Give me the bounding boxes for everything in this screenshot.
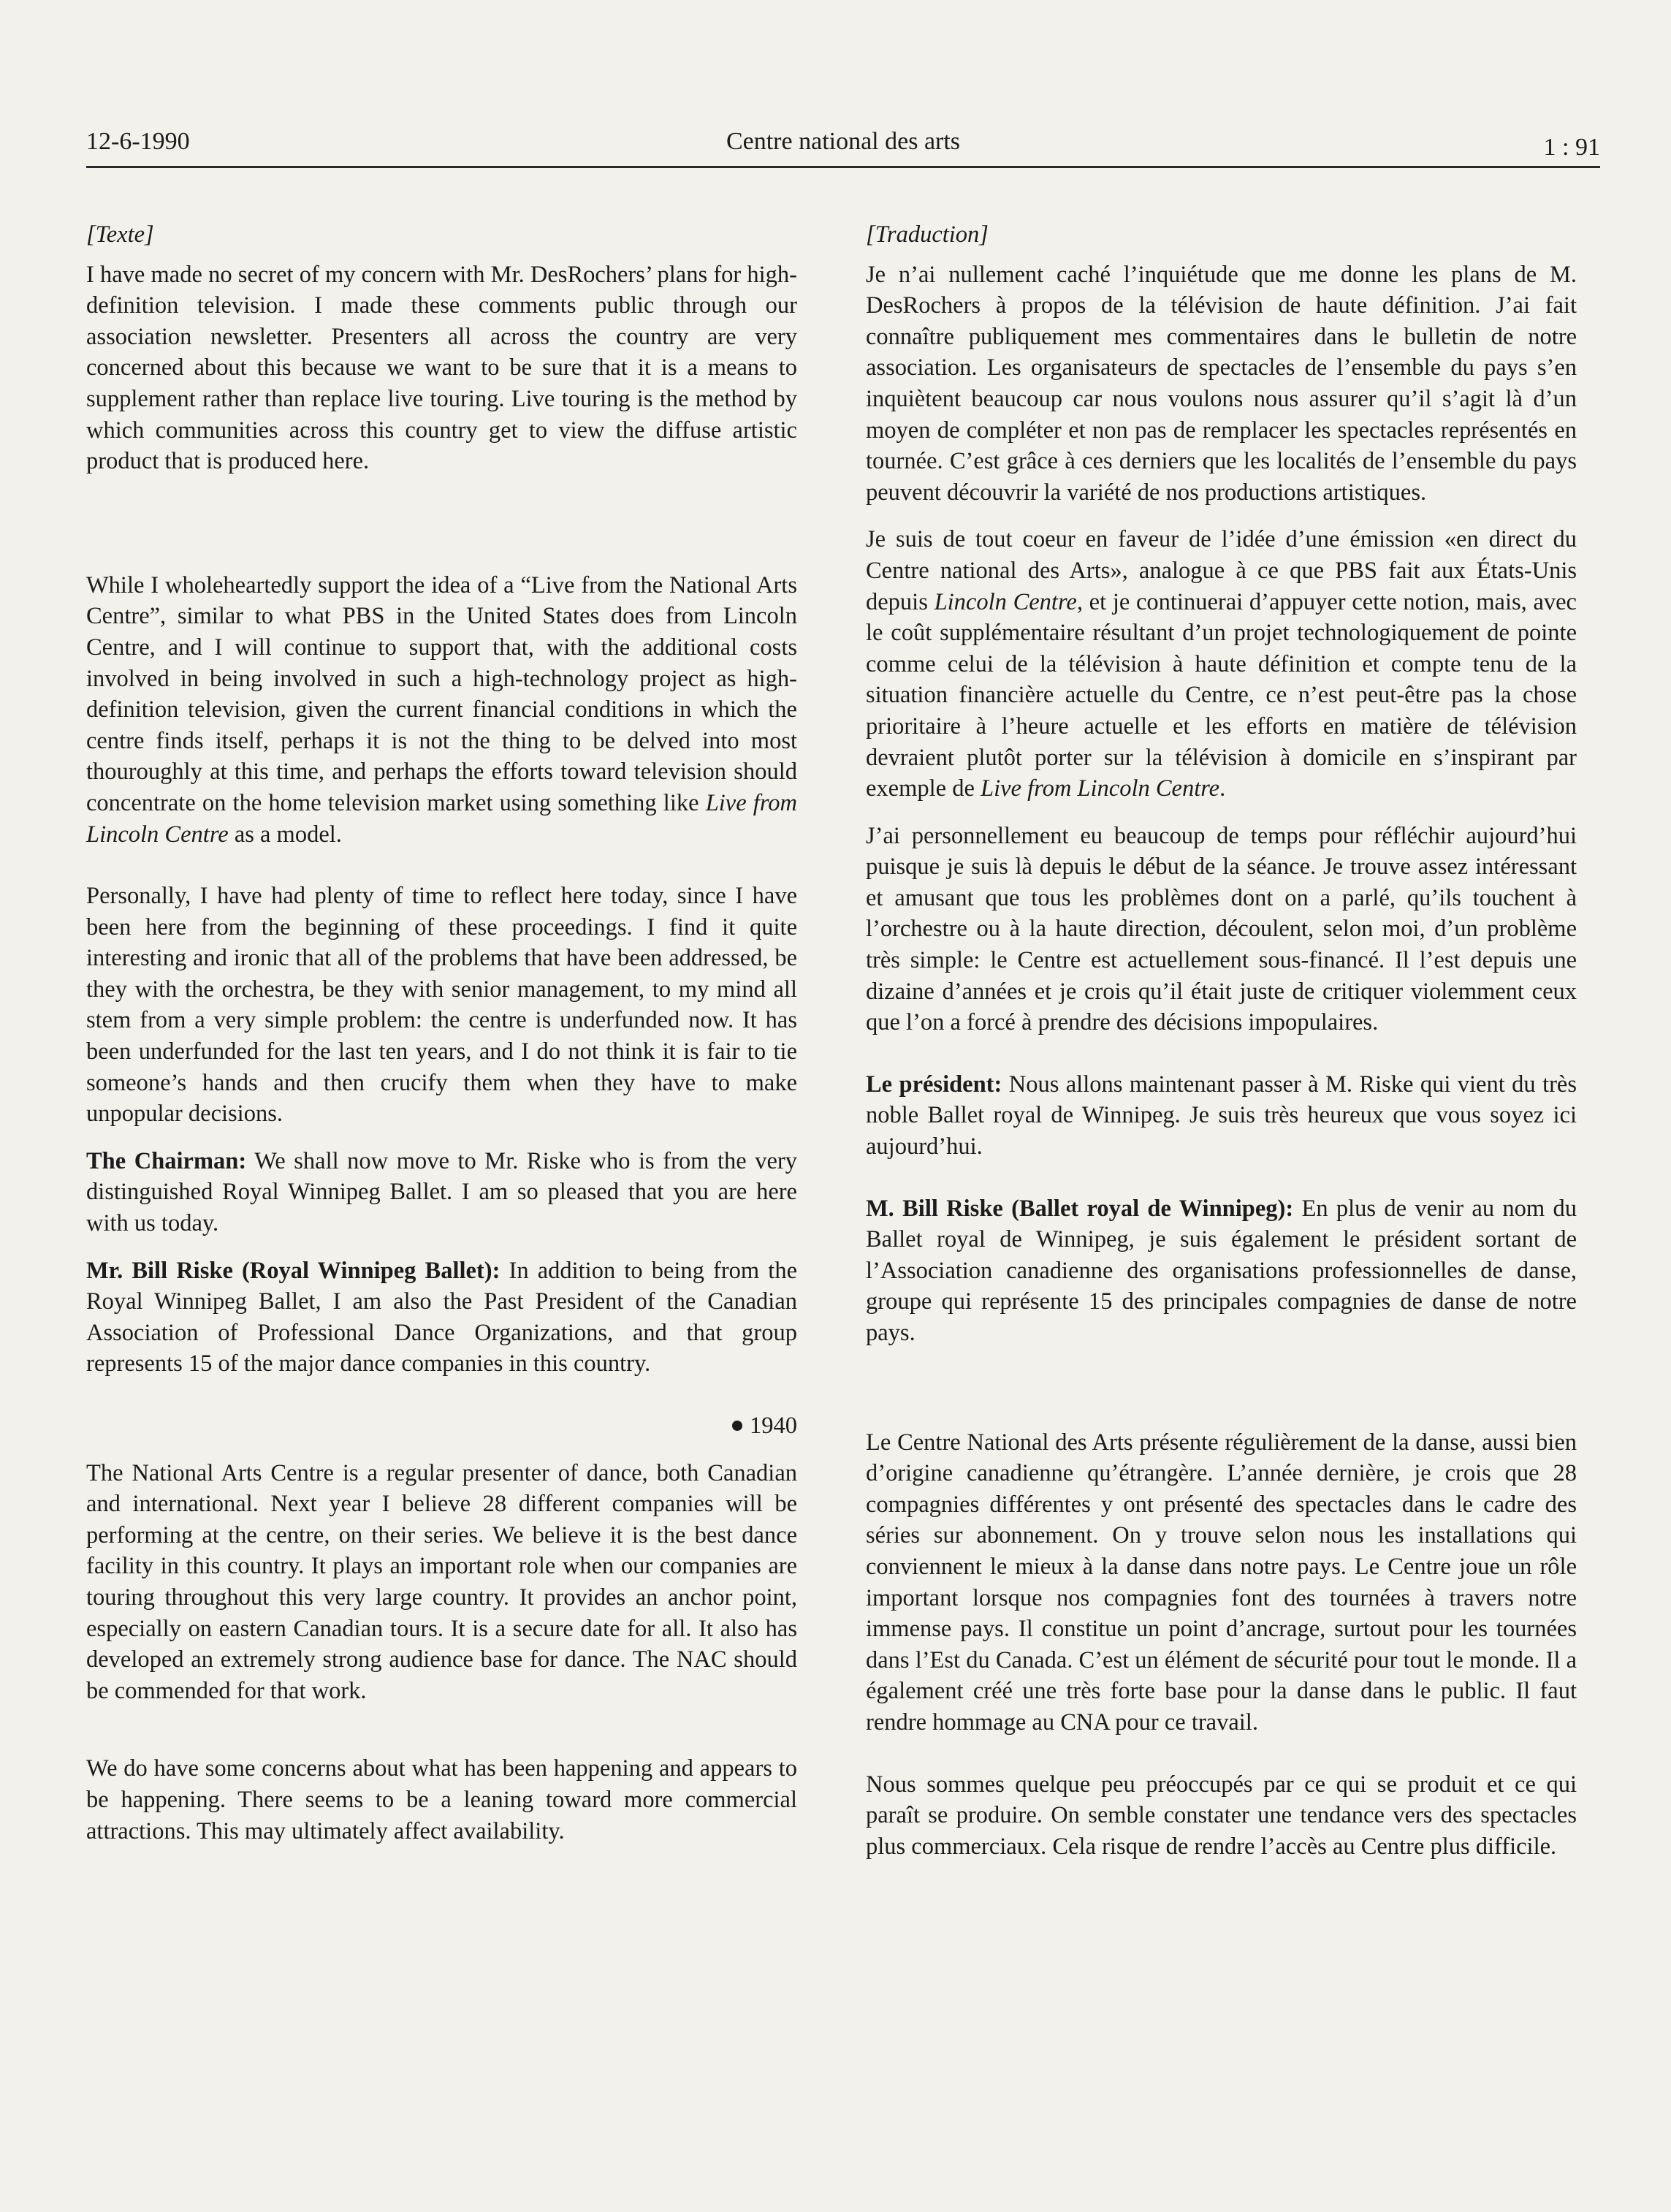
speaker-riske-fr: M. Bill Riske (Ballet royal de Winnipeg): (866, 1195, 1294, 1222)
paragraph-fr-5-text: En plus de venir au nom du Ballet royal de Winnipeg, je suis également le président sortant de l’Association canadienne des organisations professionnelles de danse, groupe qui représente 15 des principales compagnies de danse de notre pays. (866, 1195, 1577, 1346)
paragraph-fr-4-text: Nous allons maintenant passer à M. Riske qui vient du très noble Ballet royal de Winnipeg. Je suis très heureux que vous soyez ici aujourd’hui. (866, 1071, 1577, 1160)
french-column (866, 219, 1577, 1862)
paragraph-fr-6: Le Centre National des Arts présente régulièrement de la danse, aussi bien d’origine canadienne qu’étrangère. L’année dernière, je crois que 28 compagnies différentes y ont présenté des spectacles dans le cadre des séries sur abonnement. On y trouve selon nous les installations qui conviennent le mieux à la danse dans notre pays. Le Centre joue un rôle important lorsque nos compagnies font des tournées à travers notre immense pays. Il constitue un point d’ancrage, surtout pour les tournées dans l’Est du Canada. C’est un élément de sécurité pour tout le monde. Il a également créé une très forte base pour la danse dans le public. Il faut rendre hommage au CNA pour ce travail. (866, 1429, 1577, 1736)
paragraph-en-2 (86, 570, 797, 850)
paragraph-fr-2-mid: et je continuerai d’appuyer cette notion, mais, avec le coût supplémentaire résultant d’un projet technologiquement de pointe comme celui de la télévision à haute définition et compte tenu de la situation financière actuelle du Centre, ce n’est peut-être pas la chose prioritaire à l’heure actuelle et les efforts en matière de télévision devraient plutôt porter sur la télévision à domicile en s’inspirant par exemple de (866, 588, 1577, 802)
bullet-icon (732, 1421, 742, 1431)
header-page-number: 1 : 91 (1543, 134, 1600, 161)
paragraph-fr-4 (866, 1069, 1577, 1163)
speaker-riske: Mr. Bill Riske (Royal Winnipeg Ballet): (86, 1257, 500, 1284)
translation-label: [Traduction] (866, 221, 989, 248)
paragraph-fr-2-text: Je suis de tout coeur en faveur de l’idée d’une émission «en direct du Centre national des Arts», analogue à ce que PBS fait aux États-Unis depuis (866, 526, 1577, 615)
paragraph-en-6: The National Arts Centre is a regular presenter of dance, both Canadian and international. Next year I believe 28 different companies will be performing at the centre, on their series. We believe it is the best dance facility in this country. It plays an important role when our companies are touring throughout this very large country. It provides an anchor point, especially on eastern Canadian tours. It is a secure date for all. It also has developed an extremely strong audience base for dance. The NAC should be commended for that work. (86, 1459, 797, 1704)
paragraph-en-4-text: We shall now move to Mr. Riske who is from the very distinguished Royal Winnipeg Ballet. I am so pleased that you are here with us today. (86, 1147, 798, 1237)
header-date: 12-6-1990 (86, 128, 190, 155)
speaker-president: Le président: (866, 1071, 1002, 1098)
english-column (86, 219, 797, 1847)
paragraph-en-2-end: as a model. (228, 821, 342, 848)
paragraph-en-7: We do have some concerns about what has been happening and appears to be happening. There seems to be a leaning toward more commercial attractions. This may ultimately affect availability. (86, 1755, 797, 1844)
paragraph-fr-2-italic-2: Live from Lincoln Centre (981, 775, 1220, 802)
paragraph-en-5 (86, 1255, 797, 1380)
paragraph-en-4 (86, 1146, 797, 1239)
paragraph-en-5-text: In addition to being from the Royal Winnipeg Ballet, I am also the Past President of the Canadian Association of Professional Dance Organizations, and that group represents 15 of the major dance companies in this country. (86, 1257, 797, 1377)
paragraph-fr-2 (866, 524, 1577, 804)
time-marker (86, 1410, 797, 1442)
speaker-chairman: The Chairman: (86, 1147, 247, 1174)
time-marker-value: 1940 (750, 1413, 797, 1439)
paragraph-en-2-italic: Live from Lincoln Centre (86, 789, 797, 848)
paragraph-en-3: Personally, I have had plenty of time to reflect here today, since I have been here from the beginning of these proceedings. I find it quite interesting and ironic that all of the problems that have been addressed, be they with the orchestra, be they with senior management, to my mind all stem from a very simple problem: the centre is underfunded now. It has been underfunded for the last ten years, and I do not think it is fair to tie someone’s hands and then crucify them when they have to make unpopular decisions. (86, 883, 797, 1128)
paragraph-fr-5 (866, 1193, 1577, 1349)
page-header (86, 128, 1600, 166)
paragraph-en-2-text: While I wholeheartedly support the idea of a “Live from the National Arts Centre”, similar to what PBS in the United States does from Lincoln Centre, and I will continue to support that, with the additional costs involved in being involved in such a high-technology project as high-definition television, given the current financial conditions in which the centre finds itself, perhaps it is not the thing to be delved into most thouroughly at this time, and perhaps the efforts toward television should concentrate on the home television market using something like (86, 571, 797, 816)
paragraph-fr-2-end: . (1219, 775, 1226, 802)
header-title: Centre national des arts (726, 128, 961, 155)
text-label: [Texte] (86, 221, 154, 248)
paragraph-en-1: I have made no secret of my concern with Mr. DesRochers’ plans for high-definition television. I made these comments public through our association newsletter. Presenters all across the country are very concerned about this because we want to be sure that it is a means to supplement rather than replace live touring. Live touring is the method by which communities across this country get to view the diffuse artistic product that is produced here. (86, 261, 797, 475)
paragraph-fr-3: J’ai personnellement eu beaucoup de temps pour réfléchir aujourd’hui puisque je suis là depuis le début de la séance. Je trouve assez intéressant et amusant que tous les problèmes dont on a parlé, qu’ils touchent à l’orchestre ou à la haute direction, découlent, selon moi, d’un problème très simple: le Centre est actuellement sous-financé. Il l’est depuis une dizaine d’années et je crois qu’il était juste de critiquer violemment ceux que l’on a forcé à prendre des décisions impopulaires. (866, 822, 1577, 1036)
paragraph-fr-2-italic-1: Lincoln Centre, (934, 588, 1083, 615)
paragraph-fr-1: Je n’ai nullement caché l’inquiétude que me donne les plans de M. DesRochers à propos de la télévision de haute définition. J’ai fait connaître publiquement mes commentaires dans le bulletin de notre association. Les organisateurs de spectacles de l’ensemble du pays s’en inquiètent beaucoup car nous voulons nous assurer qu’il s’agit là d’un moyen de compléter et non pas de remplacer les spectacles représentés en tournée. C’est grâce à ces derniers que les localités de l’ensemble du pays peuvent découvrir la variété de nos productions artistiques. (866, 261, 1577, 506)
paragraph-fr-7: Nous sommes quelque peu préoccupés par ce qui se produit et ce qui paraît se produire. On semble constater une tendance vers des spectacles plus commerciaux. Cela risque de rendre l’accès au Centre plus difficile. (866, 1771, 1577, 1860)
header-rule (86, 166, 1600, 168)
